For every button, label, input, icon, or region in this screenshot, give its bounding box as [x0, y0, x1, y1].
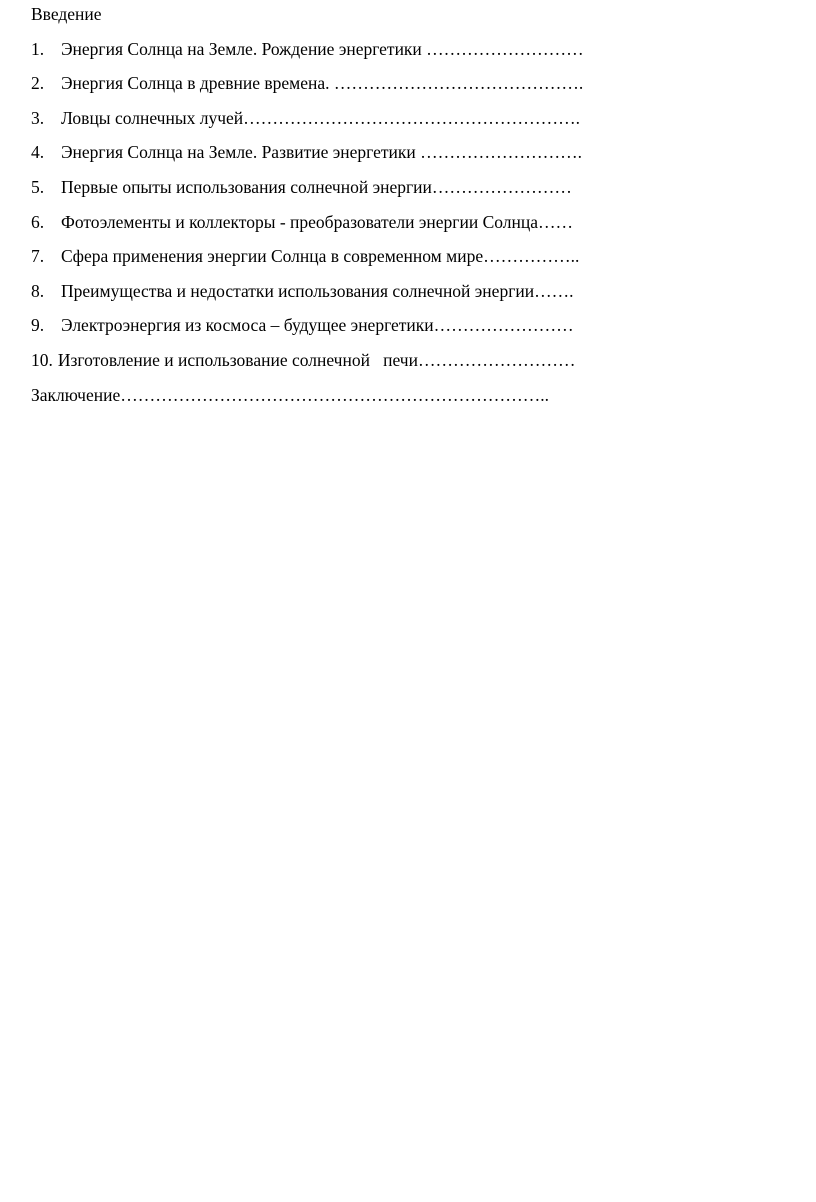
toc-item-text: Изготовление и использование солнечной печи………………………	[57, 349, 576, 370]
toc-item	[31, 177, 791, 212]
toc-item-number: 6.	[31, 211, 45, 232]
toc-item-number: 5.	[31, 176, 45, 197]
toc-item	[31, 142, 791, 177]
toc-item	[31, 212, 791, 247]
toc-item-text: Энергия Солнца на Земле. Рождение энергетики ………………………	[61, 38, 584, 59]
toc-item	[31, 281, 791, 316]
toc-item-number: 3.	[31, 107, 45, 128]
toc-item	[31, 108, 791, 143]
toc-item-text: Энергия Солнца в древние времена. …………………………………….	[61, 73, 584, 94]
toc-item-text: Энергия Солнца на Земле. Развитие энергетики ……………………….	[61, 142, 583, 163]
toc-item-text: Первые опыты использования солнечной энергии……………………	[61, 176, 572, 197]
toc-item-number: 2.	[31, 73, 45, 94]
toc-intro: Введение	[31, 4, 102, 24]
toc-item-number: 7.	[31, 246, 45, 267]
toc-item-number: 8.	[31, 280, 45, 301]
toc-item	[31, 246, 791, 281]
toc-item	[31, 315, 791, 350]
toc-conclusion: Заключение………………………………………………………………..	[31, 384, 549, 405]
table-of-contents	[31, 4, 791, 419]
toc-item-text: Ловцы солнечных лучей………………………………………………….	[61, 107, 581, 128]
toc-item-text: Фотоэлементы и коллекторы - преобразователи энергии Солнца……	[61, 211, 573, 232]
toc-item	[31, 39, 791, 74]
toc-item-text: Электроэнергия из космоса – будущее энергетики……………………	[61, 315, 574, 336]
toc-item-text: Преимущества и недостатки использования солнечной энергии…….	[61, 280, 574, 301]
toc-item-number: 9.	[31, 315, 45, 336]
toc-item	[31, 73, 791, 108]
toc-item-text: Сфера применения энергии Солнца в современном мире……………..	[61, 246, 580, 267]
toc-item-number: 4.	[31, 142, 45, 163]
toc-item	[31, 350, 791, 385]
toc-item-number: 10.	[31, 349, 53, 370]
toc-item-number: 1.	[31, 38, 45, 59]
